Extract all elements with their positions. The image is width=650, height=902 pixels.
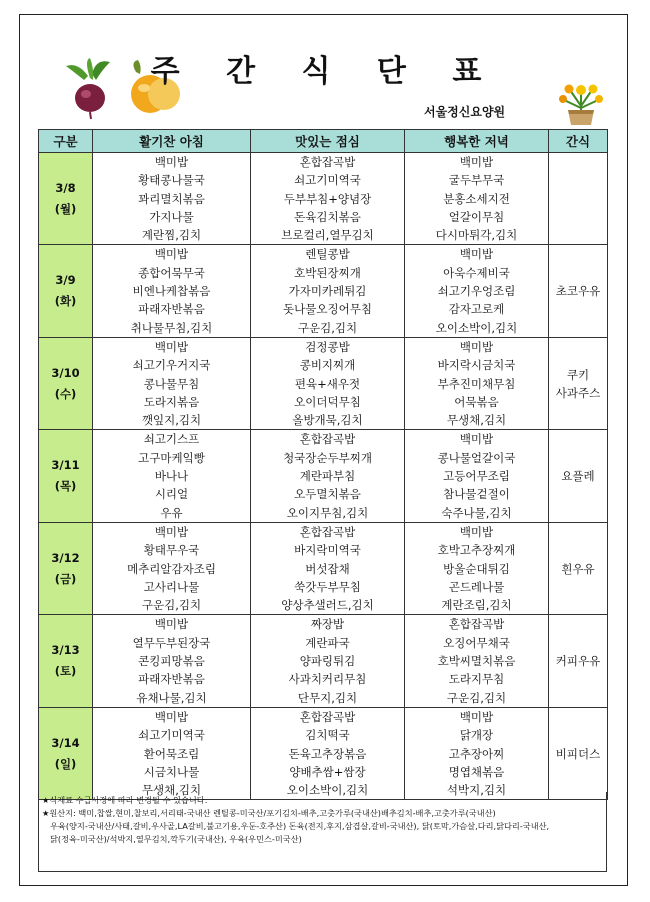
menu-item: 호박된장찌개	[294, 265, 361, 280]
menu-item: 오두멸치볶음	[294, 487, 361, 502]
menu-item: 렌틸콩밥	[305, 247, 350, 262]
menu-item: 쇠고기미역국	[294, 173, 361, 188]
menu-item: 도라지볶음	[143, 394, 200, 409]
snack-cell: 요플레	[549, 430, 608, 522]
menu-item: 혼합잡곡밥	[299, 709, 356, 724]
menu-item: 황태콩나물국	[138, 173, 205, 188]
snack-cell: 쿠키 사과주스	[549, 337, 608, 429]
dinner-cell	[405, 707, 549, 799]
menu-item: 콩비지찌개	[299, 358, 356, 373]
weekday-label: (일)	[54, 756, 77, 771]
menu-item: 숙주나물,김치	[441, 505, 512, 520]
day-cell	[39, 153, 93, 245]
weekday-label: (월)	[54, 201, 77, 216]
column-header-snack: 간식	[549, 130, 608, 153]
day-cell	[39, 522, 93, 614]
menu-item: 두부부침+양념장	[283, 191, 372, 206]
menu-item: 깻잎지,김치	[141, 413, 202, 428]
menu-item: 계란파국	[305, 635, 350, 650]
notes-box	[38, 792, 607, 872]
weekday-label: (화)	[54, 294, 77, 309]
note-line: ★식재료 수급사정에 따라 변경될 수 있습니다.	[42, 795, 208, 805]
date-label: 3/11	[51, 458, 80, 473]
weekday-label: (토)	[54, 664, 77, 679]
menu-item: 쇠고기미역국	[138, 728, 205, 743]
lunch-cell	[251, 430, 405, 522]
menu-item: 백미밥	[154, 709, 189, 724]
snack-cell: 커피우유	[549, 615, 608, 707]
menu-item: 닭개장	[459, 728, 494, 743]
menu-item: 구운김,김치	[141, 598, 202, 613]
menu-item: 명엽채볶음	[448, 764, 505, 779]
menu-item: 얼갈이무침	[448, 209, 505, 224]
menu-item: 오이더덕무침	[294, 394, 361, 409]
menu-item: 비엔나케찹볶음	[132, 284, 211, 299]
menu-item: 파래자반볶음	[138, 672, 205, 687]
snack-cell: 초코우유	[549, 245, 608, 337]
breakfast-cell	[93, 153, 251, 245]
menu-item: 양배추쌈+쌈장	[289, 764, 366, 779]
menu-item: 단무지,김치	[297, 690, 358, 705]
menu-row	[39, 430, 608, 522]
weekday-label: (수)	[54, 386, 77, 401]
menu-item: 고추장아찌	[448, 746, 505, 761]
menu-item: 감자고로케	[448, 302, 505, 317]
menu-item: 김치떡국	[305, 728, 350, 743]
column-header-breakfast: 활기찬 아침	[93, 130, 251, 153]
menu-row	[39, 153, 608, 245]
menu-item: 청국장순두부찌개	[283, 450, 372, 465]
menu-item: 버섯잡채	[305, 561, 350, 576]
menu-item: 계란조림,김치	[441, 598, 512, 613]
menu-item: 구운김,김치	[297, 320, 358, 335]
menu-item: 고사리나물	[143, 579, 200, 594]
menu-item: 호박고추장찌개	[437, 543, 516, 558]
menu-item: 쇠고기우엉조림	[437, 284, 516, 299]
menu-item: 바지락미역국	[294, 543, 361, 558]
menu-item: 계란파부침	[299, 469, 356, 484]
weekday-label: (목)	[54, 479, 77, 494]
note-line: 우육(양지-국내산/사태,갈비,우사골,LA갈비,불고기용,우둔-호주산) 돈육(전지,후지,삼겹살,갈비-국내산), 닭(토막,가슴살,다리,닭다리-국내산,	[50, 821, 550, 831]
menu-item: 부추진미채무침	[437, 376, 516, 391]
snack-cell: 비피더스	[549, 707, 608, 799]
menu-item: 곤드레나물	[448, 579, 505, 594]
menu-item: 콩나물얼갈이국	[437, 450, 516, 465]
menu-item: 어묵볶음	[454, 394, 499, 409]
menu-row	[39, 615, 608, 707]
column-header-dinner: 행복한 저녁	[405, 130, 549, 153]
date-label: 3/13	[51, 643, 80, 658]
menu-item: 돈육고추장볶음	[288, 746, 367, 761]
menu-item: 콘킹피망볶음	[138, 654, 205, 669]
header-row	[39, 130, 608, 153]
menu-item: 꽈리멸치볶음	[138, 191, 205, 206]
lunch-cell	[251, 153, 405, 245]
menu-item: 도라지무침	[448, 672, 505, 687]
menu-item: 브로컬리,열무김치	[281, 228, 374, 243]
breakfast-cell	[93, 615, 251, 707]
menu-item: 오징어무채국	[443, 635, 510, 650]
breakfast-cell	[93, 245, 251, 337]
menu-item: 종합어묵무국	[138, 265, 205, 280]
menu-item: 방울순대튀김	[443, 561, 510, 576]
menu-item: 고구마케잌빵	[138, 450, 205, 465]
menu-item: 백미밥	[459, 432, 494, 447]
menu-item: 계란찜,김치	[141, 228, 202, 243]
date-label: 3/8	[55, 180, 76, 195]
lunch-cell	[251, 707, 405, 799]
menu-row	[39, 337, 608, 429]
menu-item: 백미밥	[154, 524, 189, 539]
menu-item: 양상추샐러드,김치	[281, 598, 374, 613]
page-title: 주 간 식 단 표	[150, 54, 500, 89]
day-cell	[39, 245, 93, 337]
menu-item: 백미밥	[459, 155, 494, 169]
menu-item: 무생채,김치	[141, 783, 202, 798]
menu-item: 혼합잡곡밥	[299, 524, 356, 539]
menu-item: 콩나물무침	[143, 376, 200, 391]
dinner-cell	[405, 522, 549, 614]
day-cell	[39, 337, 93, 429]
menu-row	[39, 522, 608, 614]
menu-item: 오이소박이,김치	[435, 320, 518, 335]
menu-row	[39, 707, 608, 799]
menu-item: 시리얼	[154, 487, 189, 502]
weekday-label: (금)	[54, 571, 77, 586]
dinner-cell	[405, 153, 549, 245]
day-cell	[39, 615, 93, 707]
menu-item: 돗나물오징어무침	[283, 302, 372, 317]
date-label: 3/14	[51, 735, 80, 750]
note-line: ★원산지: 백미,찹쌀,현미,찰보리,서리태-국내산 렌틸콩-미국산/포기김치-배추,고춧가루(국내산)배추김치-배추,고춧가루(국내산)	[42, 808, 496, 818]
menu-item: 메추리알감자조림	[127, 561, 216, 576]
menu-item: 쇠고기스프	[143, 432, 200, 447]
dinner-cell	[405, 337, 549, 429]
column-header-day: 구분	[39, 130, 93, 153]
menu-item: 취나물무침,김치	[130, 320, 213, 335]
menu-item: 검정콩밥	[305, 339, 350, 354]
menu-item: 분홍소세지전	[443, 191, 510, 206]
dinner-cell	[405, 245, 549, 337]
menu-item: 구운김,김치	[446, 690, 507, 705]
menu-item: 시금치나물	[143, 764, 200, 779]
menu-item: 백미밥	[459, 339, 494, 354]
menu-item: 가지나물	[149, 209, 194, 224]
menu-item: 사과치커리무침	[288, 672, 367, 687]
menu-item: 백미밥	[154, 155, 189, 169]
lunch-cell	[251, 522, 405, 614]
lunch-cell	[251, 245, 405, 337]
menu-item: 쇠고기우거지국	[132, 358, 211, 373]
menu-item: 참나물겉절이	[443, 487, 510, 502]
menu-item: 바나나	[154, 469, 189, 484]
menu-item: 호박씨멸치볶음	[437, 654, 516, 669]
menu-item: 오이소박이,김치	[286, 783, 369, 798]
date-label: 3/9	[55, 273, 76, 288]
note-line: 닭(정육-미국산)/석박지,열무김치,깍두기(국내산), 우육(우민스-미국산)	[50, 834, 302, 844]
dinner-cell	[405, 430, 549, 522]
menu-item: 백미밥	[154, 247, 189, 262]
date-label: 3/10	[51, 365, 80, 380]
menu-item: 굴두부무국	[448, 173, 505, 188]
menu-item: 혼합잡곡밥	[299, 432, 356, 447]
menu-item: 환어묵조림	[143, 746, 200, 761]
menu-item: 올방개묵,김치	[292, 413, 363, 428]
menu-item: 돈육김치볶음	[294, 209, 361, 224]
snack-cell	[549, 153, 608, 245]
menu-item: 유채나물,김치	[136, 690, 207, 705]
menu-item: 편육+새우젓	[294, 376, 361, 391]
menu-row	[39, 245, 608, 337]
menu-item: 가자미카레튀김	[288, 284, 367, 299]
menu-item: 고등어무조림	[443, 469, 510, 484]
menu-item: 양파링튀김	[299, 654, 356, 669]
menu-item: 백미밥	[459, 247, 494, 262]
menu-item: 짜장밥	[310, 617, 345, 632]
column-header-lunch: 맛있는 점심	[251, 130, 405, 153]
lunch-cell	[251, 615, 405, 707]
breakfast-cell	[93, 707, 251, 799]
breakfast-cell	[93, 430, 251, 522]
menu-item: 백미밥	[154, 339, 189, 354]
day-cell	[39, 707, 93, 799]
snack-cell: 흰우유	[549, 522, 608, 614]
breakfast-cell	[93, 522, 251, 614]
lunch-cell	[251, 337, 405, 429]
menu-item: 다시마튀각,김치	[435, 228, 518, 243]
menu-item: 바지락시금치국	[437, 358, 516, 373]
menu-item: 황태무우국	[143, 543, 200, 558]
weekly-menu-table	[38, 129, 608, 800]
day-cell	[39, 430, 93, 522]
menu-item: 백미밥	[459, 709, 494, 724]
menu-item: 우유	[160, 505, 183, 520]
menu-item: 아욱수제비국	[443, 265, 510, 280]
menu-item: 백미밥	[459, 524, 494, 539]
organization-name: 서울정신요양원	[424, 105, 506, 119]
menu-item: 백미밥	[154, 617, 189, 632]
menu-item: 열무두부된장국	[132, 635, 211, 650]
breakfast-cell	[93, 337, 251, 429]
menu-item: 오이지무침,김치	[286, 505, 369, 520]
menu-item: 석박지,김치	[446, 783, 507, 798]
menu-item: 혼합잡곡밥	[299, 155, 356, 169]
menu-item: 파래자반볶음	[138, 302, 205, 317]
menu-item: 무생채,김치	[446, 413, 507, 428]
menu-item: 혼합잡곡밥	[448, 617, 505, 632]
menu-item: 쑥갓두부무침	[294, 579, 361, 594]
dinner-cell	[405, 615, 549, 707]
date-label: 3/12	[51, 550, 80, 565]
